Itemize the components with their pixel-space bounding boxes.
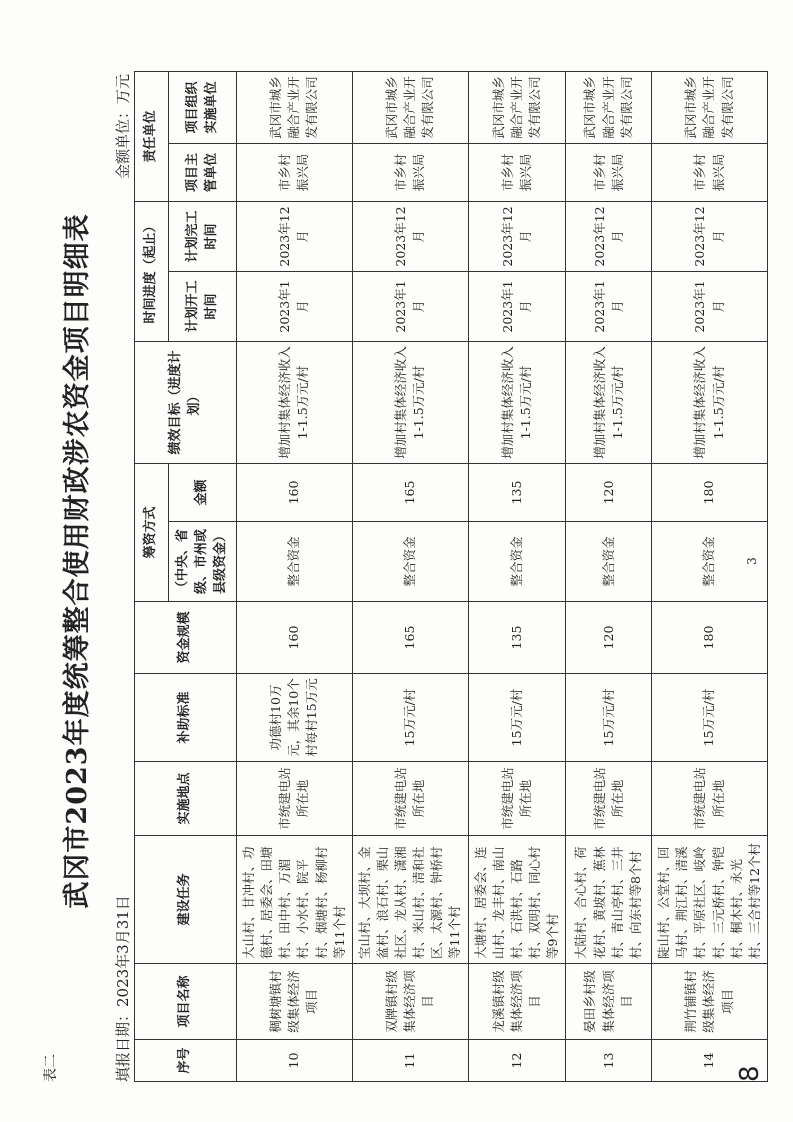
cell-start: 2023年1月 (468, 271, 566, 341)
header-standard: 补助标准 (135, 674, 237, 762)
cell-target: 增加村集体经济收入1-1.5万元/村 (237, 341, 353, 463)
cell-source: 整合资金 (566, 522, 652, 602)
cell-end: 2023年12月 (237, 201, 353, 271)
cell-standard: 15万元/村 (566, 674, 652, 762)
cell-task: 大塘村、居委会、连山村、龙丰村、南山村、石洪村、石路村、双明村、同心村等9个村 (468, 836, 566, 964)
cell-amount: 135 (468, 463, 566, 521)
header-location: 实施地点 (135, 762, 237, 836)
cell-amount: 160 (237, 463, 353, 521)
header-end: 计划完工时间 (169, 201, 237, 271)
cell-source: 整合资金 (468, 522, 566, 602)
cell-amount: 120 (566, 463, 652, 521)
cell-target: 增加村集体经济收入1-1.5万元/村 (652, 341, 768, 463)
cell-implementer: 武冈市城乡融合产业开发有限公司 (352, 71, 468, 143)
cell-supervisor: 市乡村振兴局 (566, 143, 652, 201)
header-funding-method: 筹资方式 (135, 463, 169, 601)
cell-task: 大陆村、合心村、荷花村、黄坡村、蕉林村、青山亭村、三井村、向东村等8个村 (566, 836, 652, 964)
cell-supervisor: 市乡村振兴局 (652, 143, 768, 201)
cell-seq: 11 (352, 1040, 468, 1082)
cell-start: 2023年1月 (352, 271, 468, 341)
cell-location: 市统建电站所在地 (352, 762, 468, 836)
cell-scale: 135 (468, 602, 566, 674)
cell-seq: 12 (468, 1040, 566, 1082)
table-row (468, 71, 566, 1081)
cell-source: 整合资金 (652, 522, 768, 602)
cell-supervisor: 市乡村振兴局 (352, 143, 468, 201)
page-number: 3 (745, 557, 759, 565)
cell-start: 2023年1月 (566, 271, 652, 341)
cell-end: 2023年12月 (352, 201, 468, 271)
cell-location: 市统建电站所在地 (468, 762, 566, 836)
handwritten-mark: 8 (735, 1065, 765, 1082)
header-scale: 资金规模 (135, 602, 237, 674)
table-row (566, 71, 652, 1081)
header-seq: 序号 (135, 1040, 237, 1082)
cell-target: 增加村集体经济收入1-1.5万元/村 (352, 341, 468, 463)
header-funding-source: （中央、省级、市州或县级资金） (169, 522, 237, 602)
cell-implementer: 武冈市城乡融合产业开发有限公司 (237, 71, 353, 143)
header-start: 计划开工时间 (169, 271, 237, 341)
cell-location: 市统建电站所在地 (237, 762, 353, 836)
cell-end: 2023年12月 (468, 201, 566, 271)
filled-date: 填报日期：2023年3月31日 (114, 895, 132, 1082)
cell-implementer: 武冈市城乡融合产业开发有限公司 (468, 71, 566, 143)
cell-name: 荆竹铺镇村级集体经济项目 (652, 964, 768, 1040)
cell-task: 陡山村、公堂村、回马村、荆江村、清溪村、平原社区、岐岭村、三元桥村、钟铠村、桐木村、永光村、三合村等12个村 (652, 836, 768, 964)
page-title: 武冈市2023年度统筹整合使用财政涉农资金项目明细表 (62, 213, 93, 909)
header-responsibility: 责任单位 (135, 71, 169, 201)
cell-standard: 15万元/村 (652, 674, 768, 762)
cell-standard: 15万元/村 (468, 674, 566, 762)
header-target: 绩效目标（进度计划） (135, 341, 237, 463)
cell-end: 2023年12月 (566, 201, 652, 271)
cell-seq: 14 (652, 1040, 768, 1082)
cell-name: 晏田乡村级集体经济项目 (566, 964, 652, 1040)
cell-target: 增加村集体经济收入1-1.5万元/村 (566, 341, 652, 463)
cell-source: 整合资金 (237, 522, 353, 602)
cell-start: 2023年1月 (652, 271, 768, 341)
cell-name: 龙溪镇村级集体经济项目 (468, 964, 566, 1040)
cell-scale: 120 (566, 602, 652, 674)
cell-amount: 180 (652, 463, 768, 521)
cell-supervisor: 市乡村振兴局 (237, 143, 353, 201)
header-implementer: 项目组织实施单位 (169, 71, 237, 143)
cell-seq: 13 (566, 1040, 652, 1082)
cell-location: 市统建电站所在地 (566, 762, 652, 836)
table-row (352, 71, 468, 1081)
amount-unit: 金额单位：万元 (114, 74, 132, 180)
header-timeline: 时间进度（起止） (135, 201, 169, 341)
header-task: 建设任务 (135, 836, 237, 964)
cell-task: 大山村、甘冲村、功德村、居委会、田塘村、田中村、万湄村、小水村、院平村、烟塘村、杨柳村等11个村 (237, 836, 353, 964)
cell-task: 宝山村、大坝村、金盆村、浪石村、栗山社区、龙从村、潇湘村、米山村、清和社区、太源村、钟桥村等11个村 (352, 836, 468, 964)
cell-end: 2023年12月 (652, 201, 768, 271)
header-name: 项目名称 (135, 964, 237, 1040)
cell-implementer: 武冈市城乡融合产业开发有限公司 (566, 71, 652, 143)
cell-scale: 165 (352, 602, 468, 674)
cell-location: 市统建电站所在地 (652, 762, 768, 836)
cell-scale: 180 (652, 602, 768, 674)
cell-name: 双牌镇村级集体经济项目 (352, 964, 468, 1040)
cell-standard: 功德村10万元，其余10个村每村15万元 (237, 674, 353, 762)
cell-implementer: 武冈市城乡融合产业开发有限公司 (652, 71, 768, 143)
cell-target: 增加村集体经济收入1-1.5万元/村 (468, 341, 566, 463)
header-supervisor: 项目主管单位 (169, 143, 237, 201)
cell-start: 2023年1月 (237, 271, 353, 341)
table-row (237, 71, 353, 1081)
cell-seq: 10 (237, 1040, 353, 1082)
cell-standard: 15万元/村 (352, 674, 468, 762)
cell-name: 稠树塘镇村级集体经济项目 (237, 964, 353, 1040)
cell-scale: 160 (237, 602, 353, 674)
cell-source: 整合资金 (352, 522, 468, 602)
cell-supervisor: 市乡村振兴局 (468, 143, 566, 201)
header-amount: 金额 (169, 463, 237, 521)
cell-amount: 165 (352, 463, 468, 521)
project-table (134, 71, 768, 1082)
table-label: 表二 (43, 1054, 59, 1082)
